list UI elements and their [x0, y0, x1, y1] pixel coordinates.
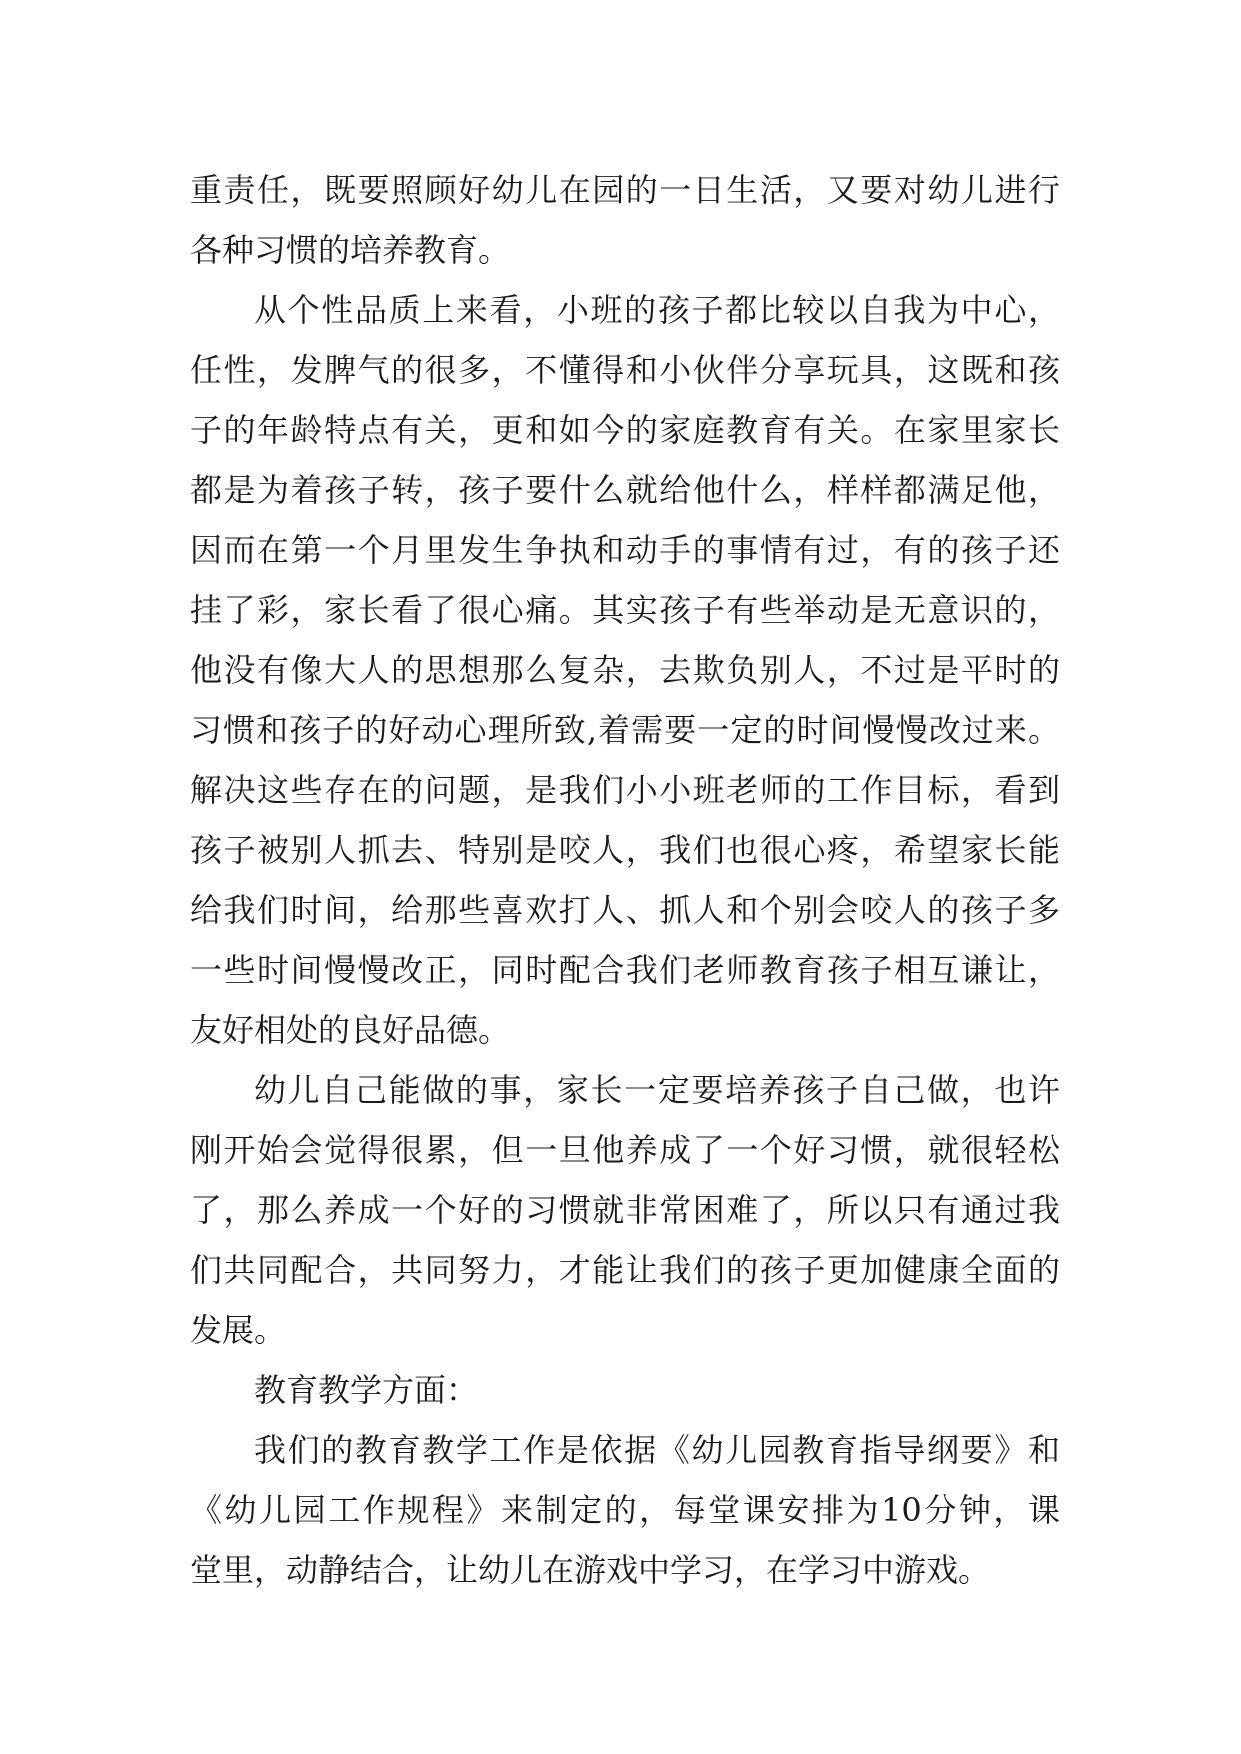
body-text: [190, 160, 1060, 1600]
text-line: 一些时间慢慢改正，同时配合我们老师教育孩子相互谦让，: [190, 951, 1060, 989]
text-line: 习惯和孩子的好动心理所致,着需要一定的时间慢慢改过来。: [190, 711, 1060, 749]
text-line: 堂里，动静结合，让幼儿在游戏中学习，在学习中游戏。: [190, 1551, 991, 1589]
text-line: 各种习惯的培养教育。: [190, 231, 511, 269]
text-line: 友好相处的良好品德。: [190, 1011, 511, 1049]
text-line: 他没有像大人的思想那么复杂，去欺负别人，不过是平时的: [190, 651, 1060, 689]
text-line: 挂了彩，家长看了很心痛。其实孩子有些举动是无意识的，: [190, 591, 1060, 629]
text-line: 任性，发脾气的很多，不懂得和小伙伴分享玩具，这既和孩: [190, 351, 1060, 389]
text-line: 刚开始会觉得很累，但一旦他养成了一个好习惯，就很轻松: [190, 1131, 1060, 1169]
text-line: 都是为着孩子转，孩子要什么就给他什么，样样都满足他，: [190, 471, 1060, 509]
paragraph-start-line: 我们的教育教学工作是依据《幼儿园教育指导纲要》和: [254, 1431, 1060, 1469]
text-line: 发展。: [190, 1311, 287, 1349]
paragraph-start-line: 幼儿自己能做的事，家长一定要培养孩子自己做，也许: [254, 1071, 1060, 1109]
paragraph-start-line: 从个性品质上来看，小班的孩子都比较以自我为中心，: [254, 291, 1060, 329]
text-line: 给我们时间，给那些喜欢打人、抓人和个别会咬人的孩子多: [190, 891, 1060, 929]
text-line: 子的年龄特点有关，更和如今的家庭教育有关。在家里家长: [190, 411, 1060, 449]
section-heading: 教育教学方面：: [254, 1371, 479, 1409]
text-line: 解决这些存在的问题，是我们小小班老师的工作目标，看到: [190, 771, 1060, 809]
text-line: 重责任，既要照顾好幼儿在园的一日生活，又要对幼儿进行: [190, 171, 1060, 209]
text-line: 因而在第一个月里发生争执和动手的事情有过，有的孩子还: [190, 531, 1060, 569]
text-line: 了，那么养成一个好的习惯就非常困难了，所以只有通过我: [190, 1191, 1060, 1229]
text-line: 孩子被别人抓去、特别是咬人，我们也很心疼，希望家长能: [190, 831, 1060, 869]
text-line: 《幼儿园工作规程》来制定的，每堂课安排为10分钟，课: [190, 1491, 1060, 1529]
text-line: 们共同配合，共同努力，才能让我们的孩子更加健康全面的: [190, 1251, 1060, 1289]
